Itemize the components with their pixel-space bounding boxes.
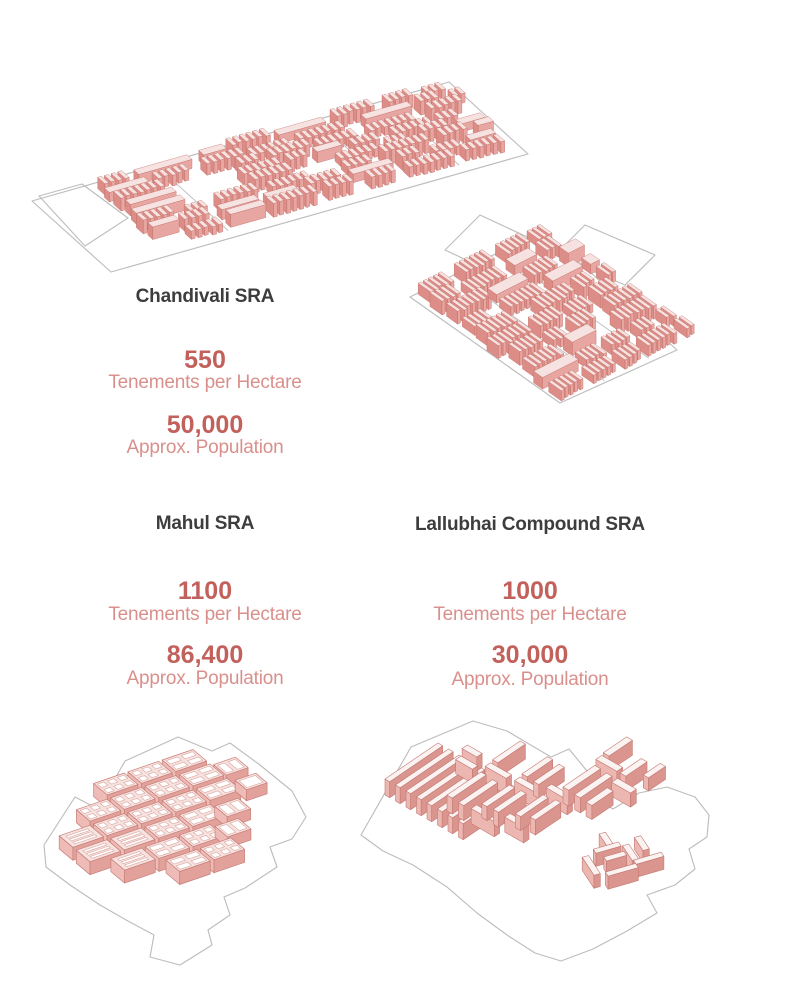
lallubhai-title: Lallubhai Compound SRA (415, 514, 645, 535)
mahul-density-label: Tenements per Hectare (108, 604, 302, 625)
lallubhai-stats (380, 0, 680, 700)
lallubhai-site-drawing (355, 715, 720, 977)
lallubhai-density-label: Tenements per Hectare (433, 604, 627, 625)
lallubhai-population-label: Approx. Population (451, 669, 609, 690)
lallubhai-density-value: 1000 (502, 577, 558, 605)
mahul-density-value: 1100 (177, 577, 233, 605)
chandivali-density-value: 550 (184, 346, 226, 374)
mahul-population-value: 86,400 (166, 641, 244, 669)
lallubhai-population-value: 30,000 (491, 641, 569, 669)
mahul-population-label: Approx. Population (126, 668, 284, 689)
chandivali-population-value: 50,000 (166, 411, 244, 439)
chandivali-population-label: Approx. Population (126, 437, 284, 458)
mahul-title: Mahul SRA (155, 513, 255, 534)
chandivali-title: Chandivali SRA (135, 286, 275, 307)
mahul-site-drawing (30, 725, 345, 975)
mahul-stats (55, 0, 355, 700)
chandivali-density-label: Tenements per Hectare (108, 372, 302, 393)
